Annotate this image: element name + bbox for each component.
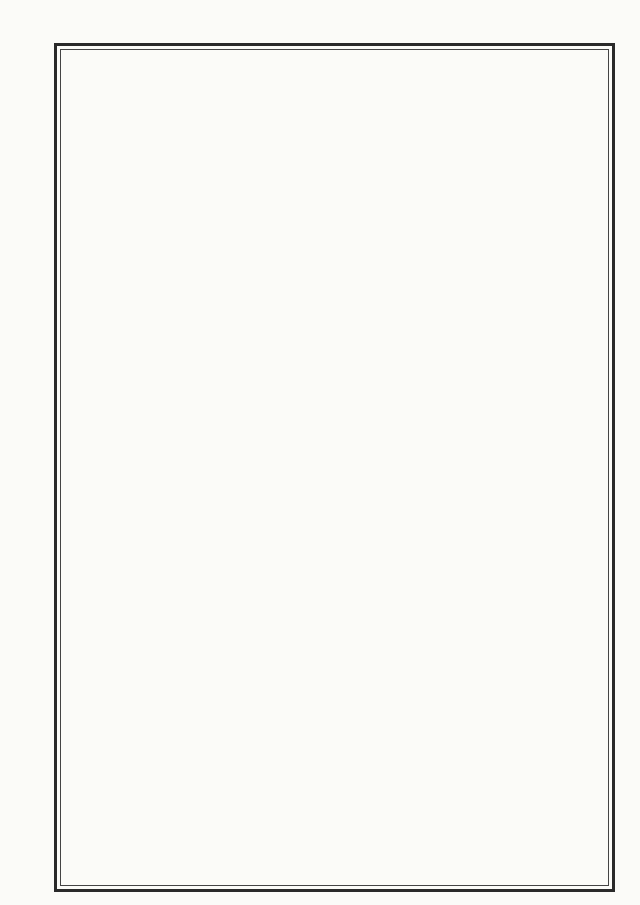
document-body: [90, 80, 582, 128]
page-border-inner: [60, 49, 609, 886]
